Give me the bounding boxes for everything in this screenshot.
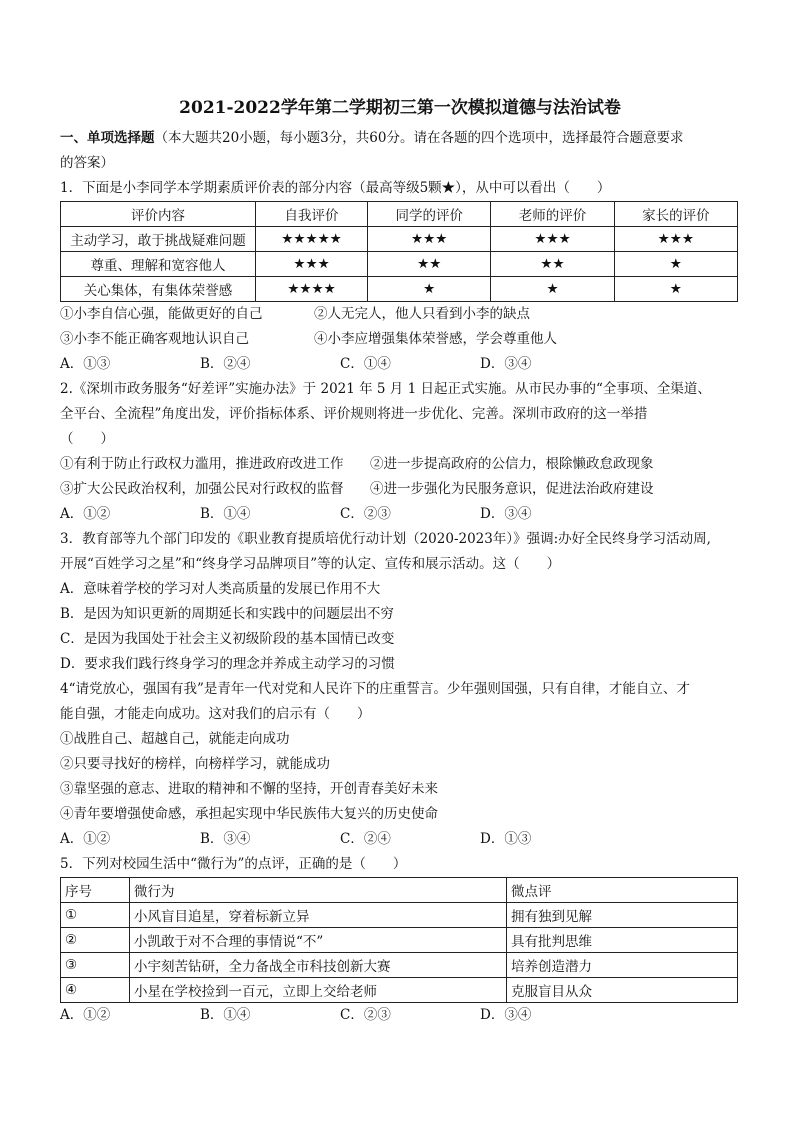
q3-stem-cont: 开展“百姓学习之星”和“终身学习品牌项目”等的认定、宣传和展示活动。这（ ）: [60, 556, 561, 572]
q5-option-b: B．①④: [200, 1007, 251, 1023]
table-cell: 小宇刻苦钻研，全力备战全市科技创新大赛: [130, 953, 507, 978]
table-cell: 小星在学校捡到一百元，立即上交给老师: [130, 978, 507, 1003]
q4-option-a: A．①②: [60, 831, 111, 847]
table-cell: 小风盲目追星，穿着标新立异: [130, 903, 507, 928]
q2-option-a: A．①②: [60, 506, 111, 522]
q5-options: [60, 1003, 740, 1028]
table-cell: ★★★: [368, 227, 491, 252]
table-cell: 尊重、理解和宽容他人: [61, 252, 256, 277]
q1-statements-row: [60, 302, 740, 327]
q1-evaluation-table: [60, 201, 738, 302]
q1-options: [60, 352, 740, 377]
exam-title: 2021-2022学年第二学期初三第一次模拟道德与法治试卷: [179, 98, 621, 118]
q1-statement-2: ②人无完人，他人只看到小李的缺点: [314, 306, 530, 322]
q1-option-b: B．②④: [200, 356, 251, 372]
table-cell: ★★: [491, 252, 614, 277]
table-header-cell: 同学的评价: [368, 202, 491, 227]
q4-option-c: C．②④: [340, 831, 391, 847]
table-cell: ★★★: [256, 252, 368, 277]
table-header-row: [61, 878, 738, 903]
q3-option-b: B．是因为知识更新的周期延长和实践中的问题层出不穷: [60, 606, 394, 622]
q2-statement-4: ④进一步强化为民服务意识，促进法治政府建设: [370, 481, 654, 497]
q4-statement-3: ③靠坚强的意志、进取的精神和不懈的坚持，开创青春美好未来: [60, 781, 438, 797]
table-row: [61, 903, 738, 928]
q2-stem-cont: 全平台、全流程”角度出发，评价指标体系、评价规则将进一步优化、完善。深圳市政府的这一举措: [60, 406, 648, 422]
table-header-row: [61, 202, 738, 227]
table-cell: 克服盲目从众: [507, 978, 738, 1003]
table-cell: ★★★: [491, 227, 614, 252]
exam-page: [60, 96, 740, 1028]
q1-option-c: C．①④: [340, 356, 391, 372]
q2-stem-paren: （ ）: [60, 431, 114, 447]
q2-option-d: D．③④: [480, 506, 532, 522]
q1-statements-row: [60, 327, 740, 352]
q5-option-d: D．③④: [480, 1007, 532, 1023]
q4-options: [60, 827, 740, 852]
table-cell: ★: [491, 277, 614, 302]
table-header-cell: 微点评: [507, 878, 738, 903]
table-header-cell: 家长的评价: [614, 202, 737, 227]
table-row: [61, 227, 738, 252]
q4-stem-cont: 能自强，才能走向成功。这对我们的启示有（ ）: [60, 706, 371, 722]
q5-stem: 5．下列对校园生活中“微行为”的点评，正确的是（ ）: [60, 856, 407, 872]
q2-statements-row: [60, 452, 740, 477]
table-cell: 主动学习，敢于挑战疑难问题: [61, 227, 256, 252]
q2-options: [60, 502, 740, 527]
table-row: [61, 978, 738, 1003]
table-cell: 拥有独到见解: [507, 903, 738, 928]
table-cell: 小凯敢于对不合理的事情说“不”: [130, 928, 507, 953]
table-cell: ★★★★★: [256, 227, 368, 252]
section-label: 一、单项选择题: [60, 130, 155, 146]
q3-option-c: C．是因为我国处于社会主义初级阶段的基本国情已改变: [60, 631, 395, 647]
table-cell: ①: [61, 903, 130, 928]
table-cell: 具有批判思维: [507, 928, 738, 953]
q4-statement-1: ①战胜自己、超越自己，就能走向成功: [60, 731, 290, 747]
q1-statement-4: ④小李应增强集体荣誉感，学会尊重他人: [314, 331, 557, 347]
table-row: [61, 928, 738, 953]
q2-statement-1: ①有利于防止行政权力滥用，推进政府改进工作: [60, 456, 344, 472]
table-cell: ★: [614, 277, 737, 302]
q1-statement-3: ③小李不能正确客观地认识自己: [60, 331, 249, 347]
q1-option-a: A．①③: [60, 356, 111, 372]
table-row: [61, 953, 738, 978]
q1-option-d: D．③④: [480, 356, 532, 372]
table-row: [61, 277, 738, 302]
table-header-cell: 自我评价: [256, 202, 368, 227]
q2-statement-3: ③扩大公民政治权利，加强公民对行政权的监督: [60, 481, 344, 497]
section-desc: （本大题共20小题，每小题3分，共60分。请在各题的四个选项中，选择最符合题意要求: [154, 130, 684, 146]
q5-option-c: C．②③: [340, 1007, 391, 1023]
table-row: [61, 252, 738, 277]
table-cell: ★: [614, 252, 737, 277]
q1-stem: 1．下面是小李同学本学期素质评价表的部分内容（最高等级5颗★），从中可以看出（ ）: [60, 180, 611, 196]
q5-option-a: A．①②: [60, 1007, 111, 1023]
table-cell: 培养创造潜力: [507, 953, 738, 978]
q1-statement-1: ①小李自信心强，能做更好的自己: [60, 306, 263, 322]
q3-option-a: A．意味着学校的学习对人类高质量的发展已作用不大: [60, 581, 381, 597]
table-header-cell: 序号: [61, 878, 130, 903]
q3-option-d: D．要求我们践行终身学习的理念并养成主动学习的习惯: [60, 656, 395, 672]
q2-statement-2: ②进一步提高政府的公信力，根除懒政怠政现象: [370, 456, 654, 472]
section-desc-cont: 的答案）: [60, 155, 114, 171]
table-cell: ★★★: [614, 227, 737, 252]
q5-behavior-table: [60, 877, 738, 1003]
table-header-cell: 微行为: [130, 878, 507, 903]
q2-stem: 2.《深圳市政务服务“好差评”实施办法》于 2021 年 5 月 1 日起正式实施。从市民办事的“全事项、全渠道、: [60, 381, 711, 397]
q2-option-c: C．②③: [340, 506, 391, 522]
q4-option-b: B．③④: [200, 831, 251, 847]
table-cell: 关心集体，有集体荣誉感: [61, 277, 256, 302]
q2-statements-row: [60, 477, 740, 502]
table-cell: ★★: [368, 252, 491, 277]
q4-option-d: D．①③: [480, 831, 532, 847]
q3-stem: 3．教育部等九个部门印发的《职业教育提质培优行动计划（2020-2023年）》强调:办好全民终身学习活动周,: [60, 531, 711, 547]
table-cell: ★: [368, 277, 491, 302]
section-header: [60, 126, 740, 151]
q4-statement-2: ②只要寻找好的榜样，向榜样学习，就能成功: [60, 756, 330, 772]
table-cell: ④: [61, 978, 130, 1003]
table-cell: ③: [61, 953, 130, 978]
q4-statement-4: ④青年要增强使命感，承担起实现中华民族伟大复兴的历史使命: [60, 806, 438, 822]
table-cell: ②: [61, 928, 130, 953]
table-cell: ★★★★: [256, 277, 368, 302]
table-header-cell: 老师的评价: [491, 202, 614, 227]
q2-option-b: B．①④: [200, 506, 251, 522]
table-header-cell: 评价内容: [61, 202, 256, 227]
q4-stem: 4“请党放心，强国有我”是青年一代对党和人民许下的庄重誓言。少年强则国强，只有自律，才能自立、才: [60, 681, 690, 697]
